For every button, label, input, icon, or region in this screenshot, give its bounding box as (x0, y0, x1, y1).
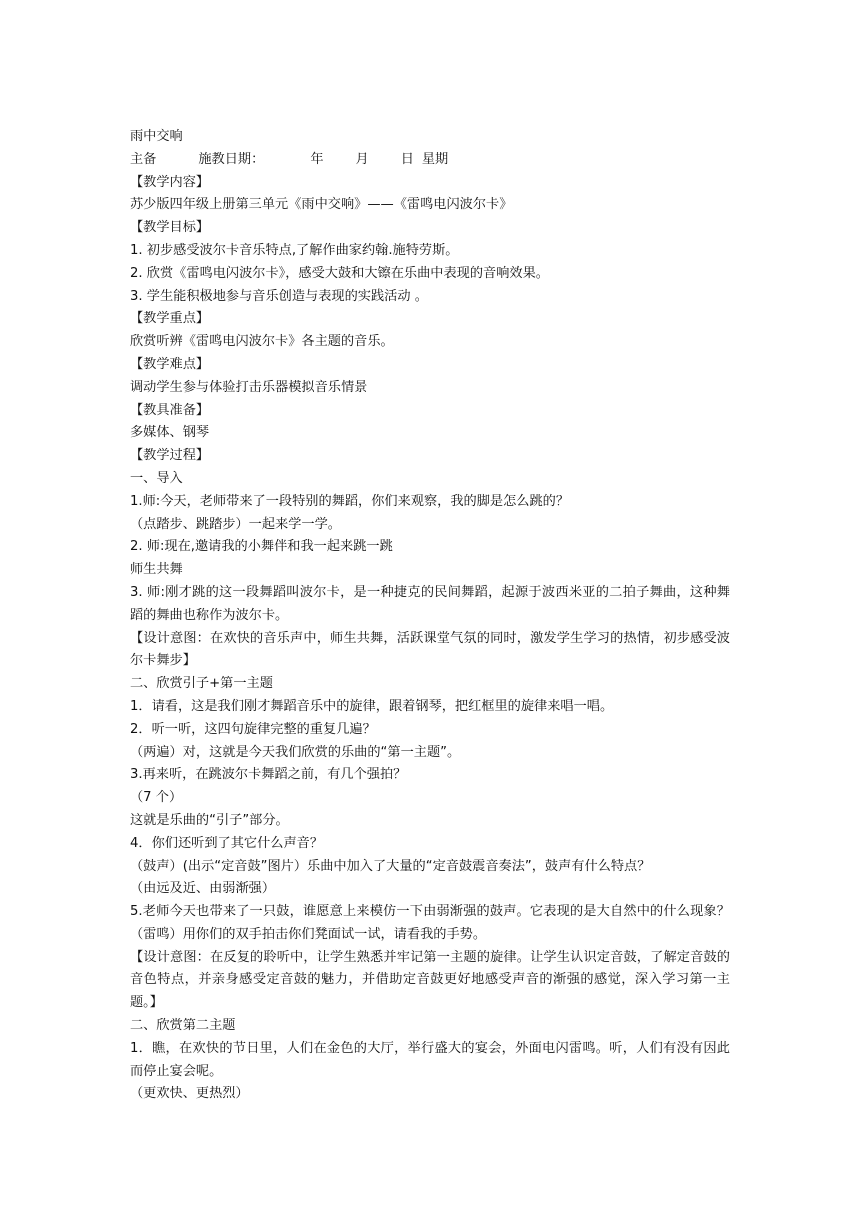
meta-year: 年 (310, 151, 324, 167)
section-1-step-3: 3. 师:刚才跳的这一段舞蹈叫波尔卡，是一种捷克的民间舞蹈，起源于波西米亚的二拍子舞曲，这种舞蹈的舞曲也称作为波尔卡。 (130, 584, 730, 623)
section-1-step-1-note: （点踏步、跳踏步）一起来学一学。 (130, 516, 341, 532)
section-1-design-intent: 【设计意图：在欢快的音乐声中，师生共舞，活跃课堂气氛的同时，激发学生学习的热情，初步感受波尔卡舞步】 (130, 630, 730, 669)
section-2-design-intent: 【设计意图：在反复的聆听中，让学生熟悉并牢记第一主题的旋律。让学生认识定音鼓，了解定音鼓的音色特点，并亲身感受定音鼓的魅力，并借助定音鼓更好地感受声音的渐强的感觉，深入学习第一主题。】 (130, 949, 730, 1011)
section-2-step-4-answer: （由远及近、由弱渐强） (130, 881, 276, 897)
goal-item-1: 1. 初步感受波尔卡音乐特点,了解作曲家约翰.施特劳斯。 (130, 242, 459, 258)
section-2-title: 二、欣赏引子+第一主题 (130, 676, 273, 692)
section-3-step-1: 1．瞧，在欢快的节日里，人们在金色的大厅，举行盛大的宴会，外面电闪雷鸣。听，人们有没有因此而停止宴会呢。 (130, 1040, 730, 1079)
heading-key-point: 【教学重点】 (130, 311, 210, 327)
heading-process: 【教学过程】 (130, 448, 210, 464)
section-1-step-2: 2. 师:现在,邀请我的小舞伴和我一起来跳一跳 (130, 539, 393, 555)
tools-text: 多媒体、钢琴 (130, 425, 210, 441)
doc-title: 雨中交响 (130, 129, 183, 144)
lesson-plan-document (130, 126, 730, 1106)
section-2-step-1: 1．请看，这是我们刚才舞蹈音乐中的旋律，跟着钢琴，把红框里的旋律来唱一唱。 (130, 698, 614, 714)
section-2-step-3-answer: （7 个） (130, 790, 183, 806)
meta-date-label: 施教日期： (198, 151, 265, 167)
meta-weekday: 星期 (421, 151, 449, 167)
section-2-step-2-note: （两遍）对，这就是今天我们欣赏的乐曲的“第一主题”。 (130, 744, 461, 760)
heading-tools: 【教具准备】 (130, 402, 210, 418)
section-2-step-2: 2．听一听，这四句旋律完整的重复几遍？ (130, 721, 376, 737)
heading-difficulty: 【教学难点】 (130, 356, 210, 372)
goal-item-2: 2. 欣赏《雷鸣电闪波尔卡》，感受大鼓和大镲在乐曲中表现的音响效果。 (130, 265, 549, 281)
section-2-step-3-note: 这就是乐曲的“引子”部分。 (130, 812, 289, 828)
meta-zhubei: 主备 (130, 151, 157, 167)
section-2-step-4: 4．你们还听到了其它什么声音？ (130, 835, 324, 851)
heading-goals: 【教学目标】 (130, 220, 210, 236)
heading-content: 【教学内容】 (130, 174, 210, 190)
section-3-title: 二、欣赏第二主题 (130, 1018, 236, 1034)
content-text: 苏少版四年级上册第三单元《雨中交响》——《雷鸣电闪波尔卡》 (130, 197, 513, 213)
section-1-step-2-note: 师生共舞 (130, 562, 183, 578)
key-point-text: 欣赏听辨《雷鸣电闪波尔卡》各主题的音乐。 (130, 334, 394, 350)
section-3-step-1-answer: （更欢快、更热烈） (130, 1086, 249, 1102)
meta-month: 月 (355, 151, 369, 167)
section-2-step-5: 5.老师今天也带来了一只鼓，谁愿意上来模仿一下由弱渐强的鼓声。它表现的是大自然中的什么现象？（雷鸣）用你们的双手拍击你们凳面试一试，请看我的手势。 (130, 904, 730, 942)
goal-item-3: 3. 学生能积极地参与音乐创造与表现的实践活动 。 (130, 288, 428, 304)
meta-day: 日 (400, 151, 414, 167)
section-1-step-1: 1.师:今天，老师带来了一段特别的舞蹈，你们来观察，我的脚是怎么跳的？ (130, 493, 570, 509)
doc-meta-line (130, 149, 730, 172)
section-2-step-4-note: （鼓声）(出示“定音鼓”图片）乐曲中加入了大量的“定音鼓震音奏法”，鼓声有什么特点？ (130, 858, 651, 874)
section-2-step-3: 3.再来听，在跳波尔卡舞蹈之前，有几个强拍？ (130, 767, 407, 783)
difficulty-text: 调动学生参与体验打击乐器模拟音乐情景 (130, 379, 368, 395)
section-1-title: 一、导入 (130, 470, 183, 486)
